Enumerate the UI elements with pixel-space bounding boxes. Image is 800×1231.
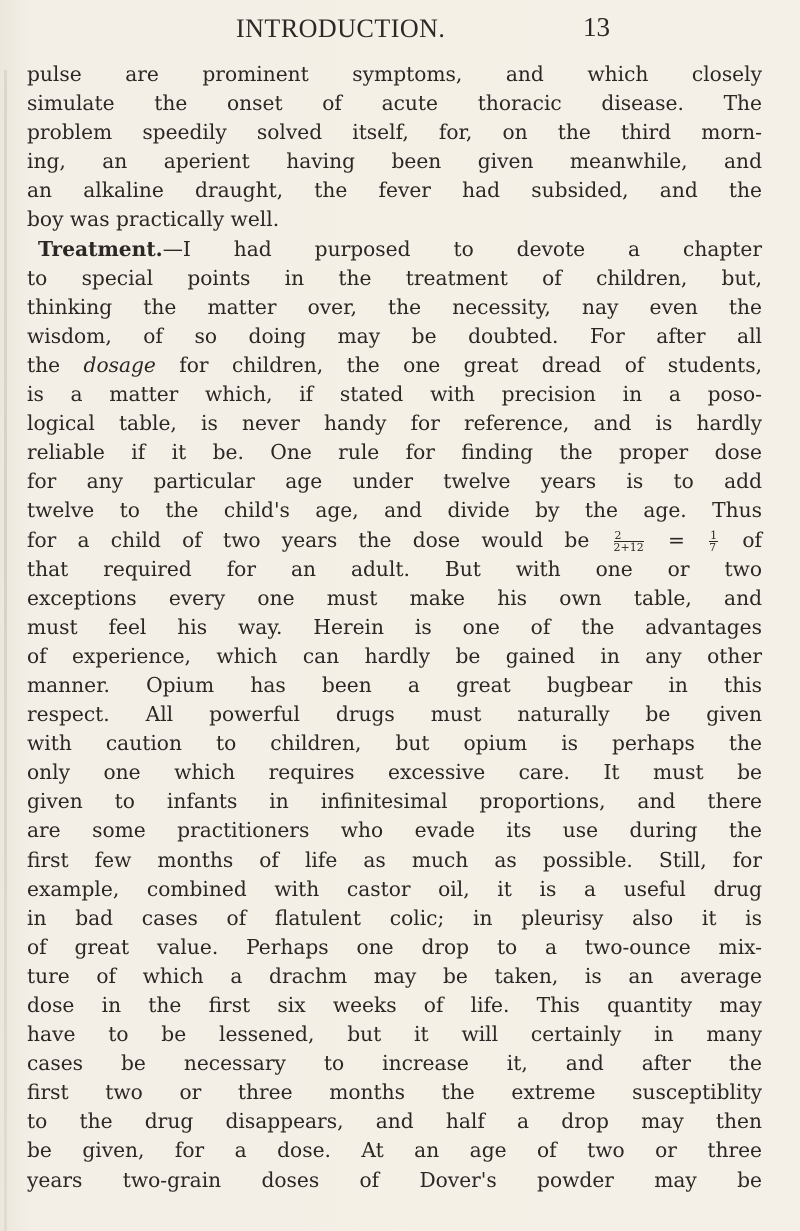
text-line: that required for an adult. But with one or two <box>27 556 762 581</box>
running-head: INTRODUCTION. <box>236 14 446 43</box>
text-line: ture of which a drachm may be taken, is an average <box>27 963 762 988</box>
text-line: have to be lessened, but it will certainly in many <box>27 1022 762 1047</box>
text-line: twelve to the child's age, and divide by the age. Thus <box>27 498 762 523</box>
equals-sign: = <box>667 527 685 552</box>
text-line: simulate the onset of acute thoracic disease. The <box>27 91 762 116</box>
text-line: given to infants in infinitesimal proportions, and there <box>27 789 762 814</box>
text-fragment: the <box>27 352 84 377</box>
dose-fraction <box>614 530 644 553</box>
fraction-numerator: 2 <box>614 530 644 542</box>
text-line: boy was practically well. <box>27 207 280 232</box>
text-line: logical table, is never handy for reference, and is hardly <box>27 411 762 436</box>
section-heading-treatment: Treatment. <box>38 236 163 261</box>
text-line: an alkaline draught, the fever had subsided, and the <box>27 178 762 203</box>
fraction-denominator: 7 <box>709 540 717 554</box>
text-line: years two-grain doses of Dover's powder may be <box>27 1167 762 1192</box>
text-line: of experience, which can hardly be gained in any other <box>27 643 762 668</box>
text-fragment: —I had purposed to devote a chapter <box>162 236 762 261</box>
text-line: wisdom, of so doing may be doubted. For after all <box>27 323 762 348</box>
text-line: example, combined with castor oil, it is a useful drug <box>27 876 762 901</box>
text-line: problem speedily solved itself, for, on the third morn- <box>27 120 762 145</box>
text-line: are some practitioners who evade its use during the <box>27 818 762 843</box>
treatment-paragraph-start <box>27 235 762 264</box>
result-fraction <box>709 530 718 553</box>
text-line: pulse are prominent symptoms, and which closely <box>27 62 762 86</box>
text-line: with caution to children, but opium is perhaps the <box>27 731 762 756</box>
body-text <box>27 60 762 1195</box>
fraction-denominator: 2+12 <box>613 540 644 554</box>
text-line: in bad cases of flatulent colic; in pleurisy also it is <box>27 905 762 930</box>
text-line: thinking the matter over, the necessity, nay even the <box>27 294 762 319</box>
text-line: respect. All powerful drugs must naturally be given <box>27 702 762 727</box>
text-line: of great value. Perhaps one drop to a two-ounce mix- <box>27 934 762 959</box>
text-line: only one which requires excessive care. It must be <box>27 760 762 785</box>
text-line: first few months of life as much as possible. Still, for <box>27 847 762 872</box>
text-line: must feel his way. Herein is one of the advantages <box>27 614 762 639</box>
page-number: 13 <box>583 12 610 42</box>
fraction-line <box>27 526 762 555</box>
text-line: dose in the first six weeks of life. This quantity may <box>27 993 762 1017</box>
text-line: reliable if it be. One rule for finding the proper dose <box>27 440 762 465</box>
fraction-numerator: 1 <box>710 528 718 542</box>
text-line: cases be necessary to increase it, and after the <box>27 1051 762 1076</box>
text-line: first two or three months the extreme susceptiblity <box>27 1080 762 1105</box>
text-line: is a matter which, if stated with precision in a poso- <box>27 382 762 407</box>
text-line: manner. Opium has been a great bugbear in this <box>27 672 762 697</box>
italic-word-dosage: dosage <box>83 352 156 377</box>
text-fragment: for children, the one great dread of students, <box>155 352 762 377</box>
text-line: to the drug disappears, and half a drop may then <box>27 1109 762 1134</box>
text-line: exceptions every one must make his own table, and <box>27 585 762 610</box>
text-fragment: of <box>742 527 762 552</box>
text-line: for any particular age under twelve years is to add <box>27 469 762 494</box>
text-fragment: for a child of two years the dose would be <box>27 527 590 552</box>
dosage-line <box>27 351 762 380</box>
page-gutter-shadow <box>4 70 7 1231</box>
text-line: be given, for a dose. At an age of two or three <box>27 1138 762 1163</box>
text-line: ing, an aperient having been given meanwhile, and <box>27 149 762 174</box>
text-line: to special points in the treatment of children, but, <box>27 265 762 290</box>
page-header <box>0 6 800 58</box>
